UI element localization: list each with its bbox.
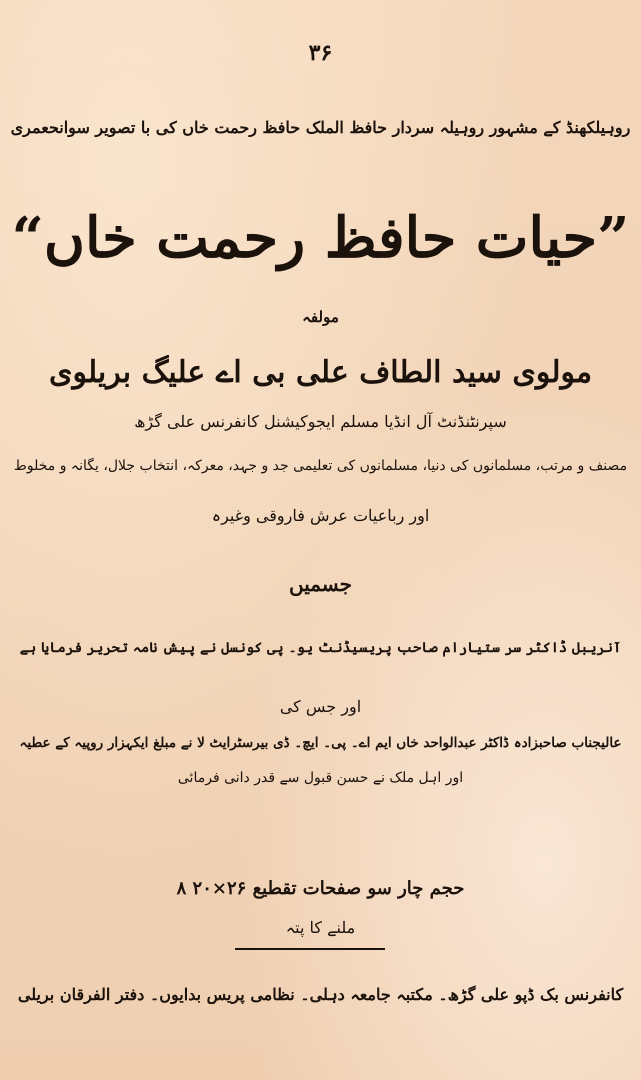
address-label: ملنے کا پتہ <box>285 918 356 937</box>
author-designation: سپرنٹنڈنٹ آل انڈیا مسلم ایجوکیشنل کانفرنس علی گڑھ <box>134 412 507 431</box>
foreword-note: آنریبل ڈاکٹر سر ستیارام صاحب پریسیڈنٹ یو۔ پی کونسل نے پیش نامہ تحریر فرمایا ہے <box>19 640 622 656</box>
author-name: مولوی سید الطاف علی بی اے علیگ بریلوی <box>48 355 593 390</box>
subtitle: روہیلکھنڈ کے مشہور روہیلہ سردار حافظ الملک حافظ رحمت خاں کی با تصویر سوانحعمری <box>10 118 631 137</box>
book-title: ”حیات حافظ رحمت خاں“ <box>11 205 630 271</box>
sponsor-line-2: اور اہل ملک نے حسن قبول سے قدر دانی فرمائی <box>177 770 464 786</box>
author-works-line-2: اور رباعیات عرش فاروقی وغیرہ <box>211 506 430 525</box>
jis-mein-heading: جسمیں <box>288 572 353 596</box>
and-more-label: اور جس کی <box>279 697 362 716</box>
divider-rule <box>235 948 385 950</box>
sponsor-line-1: عالیجناب صاحبزادہ ڈاکٹر عبدالواحد خاں ایم اے۔ پی۔ ایچ۔ ڈی بیرسٹرایٹ لا نے مبلغ ایکہزار روپیہ کے عطیہ <box>19 735 622 751</box>
compiled-by-label: مولفہ <box>302 308 339 326</box>
publishers-list: کانفرنس بک ڈپو علی گڑھ۔ مکتبہ جامعہ دہلی۔ نظامی پریس بدایوں۔ دفتر الفرقان بریلی <box>17 985 624 1004</box>
page-number: ۳۶ <box>308 40 333 66</box>
author-works-line-1: مصنف و مرتب، مسلمانوں کی دنیا، مسلمانوں کی تعلیمی جد و جہد، معرکہ، انتخاب جلال، یگانہ و مخلوط <box>13 458 628 474</box>
book-size-info: حجم چار سو صفحات تقطیع ۲۶×۲۰ ۸ <box>176 878 465 899</box>
